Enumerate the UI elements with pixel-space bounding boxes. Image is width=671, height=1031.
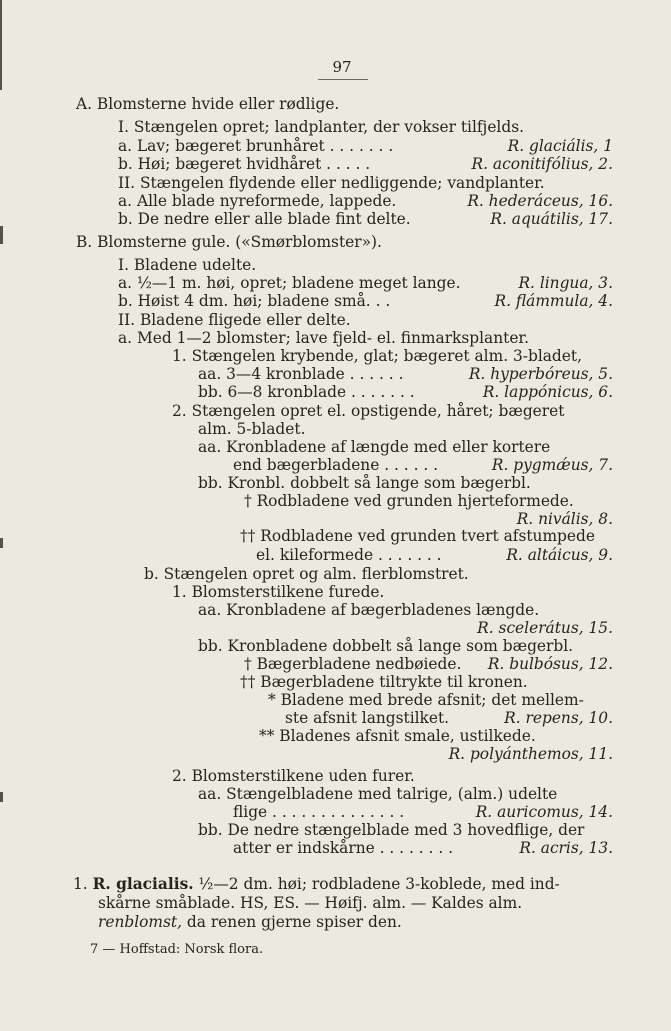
species-name: R. altáicus, 9. xyxy=(506,546,613,564)
key-line: † Bægerbladene nedbøiede. xyxy=(244,655,462,673)
key-line: a. Alle blade nyreformede, lappede. xyxy=(118,192,397,210)
species-name: R. acris, 13. xyxy=(519,839,613,857)
entry-number: 1. xyxy=(73,875,88,893)
key-line: 1. Stængelen krybende, glat; bægeret alm. 3-bladet, xyxy=(172,347,582,365)
key-line: aa. Kronbladene af længde med eller kortere xyxy=(198,438,551,456)
page-number: 97 xyxy=(332,58,352,76)
key-line: a. Lav; bægeret brunhåret . . . . . . . xyxy=(118,137,394,155)
key-line: bb. 6—8 kronblade . . . . . . . xyxy=(198,383,415,401)
entry-line-3 xyxy=(98,913,402,931)
key-line: ste afsnit langstilket. xyxy=(285,709,450,727)
species-name: R. pygmǽus, 7. xyxy=(491,456,613,474)
key-line: a. ½—1 m. høi, opret; bladene meget lange. xyxy=(118,274,461,292)
page-number-rule xyxy=(318,79,368,80)
species-name: R. nivális, 8. xyxy=(516,510,613,528)
entry-name: R. glacialis. xyxy=(92,875,194,893)
key-line: I. Stængelen opret; landplanter, der vokser tilfjelds. xyxy=(118,118,525,136)
species-name: R. hederáceus, 16. xyxy=(467,192,613,210)
species-name: R. flámmula, 4. xyxy=(494,292,613,310)
key-line: A. Blomsterne hvide eller rødlige. xyxy=(76,95,340,113)
key-line: bb. De nedre stængelblade med 3 hovedflige, der xyxy=(198,821,585,839)
key-line: el. kileformede . . . . . . . xyxy=(256,546,442,564)
key-line: b. Stængelen opret og alm. flerblomstret. xyxy=(144,565,469,583)
key-line: a. Med 1—2 blomster; lave fjeld- el. finmarksplanter. xyxy=(118,329,529,347)
key-line: aa. 3—4 kronblade . . . . . . xyxy=(198,365,404,383)
scan-edge-mark xyxy=(0,0,2,90)
entry-text: da renen gjerne spiser den. xyxy=(186,913,402,931)
key-line: ** Bladenes afsnit smale, ustilkede. xyxy=(259,727,536,745)
entry-text: ½—2 dm. høi; rodbladene 3-koblede, med ind- xyxy=(198,875,560,893)
footer-signature: 7 — Hoffstad: Norsk flora. xyxy=(90,942,264,957)
key-line: aa. Stængelbladene med talrige, (alm.) udelte xyxy=(198,785,558,803)
species-name: R. polyánthemos, 11. xyxy=(448,745,613,763)
key-line: †† Bægerbladene tiltrykte til kronen. xyxy=(240,673,528,691)
key-line: aa. Kronbladene af bægerbladenes længde. xyxy=(198,601,540,619)
key-line: 1. Blomsterstilkene furede. xyxy=(172,583,385,601)
scan-edge-mark xyxy=(0,226,3,244)
species-name: R. lappónicus, 6. xyxy=(482,383,613,401)
key-line: I. Bladene udelte. xyxy=(118,256,257,274)
scan-edge-mark xyxy=(0,792,3,802)
key-line: alm. 5-bladet. xyxy=(198,420,306,438)
species-name: R. aconitifólius, 2. xyxy=(471,155,613,173)
species-name: R. glaciális, 1 xyxy=(507,137,613,155)
key-line: flige . . . . . . . . . . . . . . xyxy=(233,803,405,821)
entry-line-1 xyxy=(73,875,560,893)
key-line: 2. Blomsterstilkene uden furer. xyxy=(172,767,415,785)
species-name: R. aquátilis, 17. xyxy=(490,210,613,228)
key-line: II. Stængelen flydende eller nedliggende; vandplanter. xyxy=(118,174,545,192)
key-line: 2. Stængelen opret el. opstigende, håret; bægeret xyxy=(172,402,565,420)
key-line: b. Høi; bægeret hvidhåret . . . . . xyxy=(118,155,371,173)
species-name: R. repens, 10. xyxy=(504,709,613,727)
key-line: bb. Kronbladene dobbelt så lange som bægerbl. xyxy=(198,637,574,655)
species-name: R. lingua, 3. xyxy=(518,274,613,292)
key-line: B. Blomsterne gule. («Smørblomster»). xyxy=(76,233,382,251)
entry-line-2: skårne småblade. HS, ES. — Høifj. alm. — Kaldes alm. xyxy=(98,894,523,912)
species-name: R. auricomus, 14. xyxy=(475,803,613,821)
key-line: II. Bladene fligede eller delte. xyxy=(118,311,351,329)
entry-vernacular: renblomst, xyxy=(98,913,182,931)
key-line: b. De nedre eller alle blade fint delte. xyxy=(118,210,411,228)
key-line: atter er indskårne . . . . . . . . xyxy=(233,839,454,857)
key-line: † Rodbladene ved grunden hjerteformede. xyxy=(244,492,574,510)
key-line: bb. Kronbl. dobbelt så lange som bægerbl. xyxy=(198,474,531,492)
key-line: end bægerbladene . . . . . . xyxy=(233,456,439,474)
species-name: R. hyperbóreus, 5. xyxy=(468,365,613,383)
key-line: b. Høist 4 dm. høi; bladene små. . . xyxy=(118,292,391,310)
species-name: R. bulbósus, 12. xyxy=(487,655,613,673)
species-name: R. scelerátus, 15. xyxy=(477,619,613,637)
scan-edge-mark xyxy=(0,538,3,548)
key-line: †† Rodbladene ved grunden tvert afstumpede xyxy=(240,527,595,545)
key-line: * Bladene med brede afsnit; det mellem- xyxy=(268,691,584,709)
